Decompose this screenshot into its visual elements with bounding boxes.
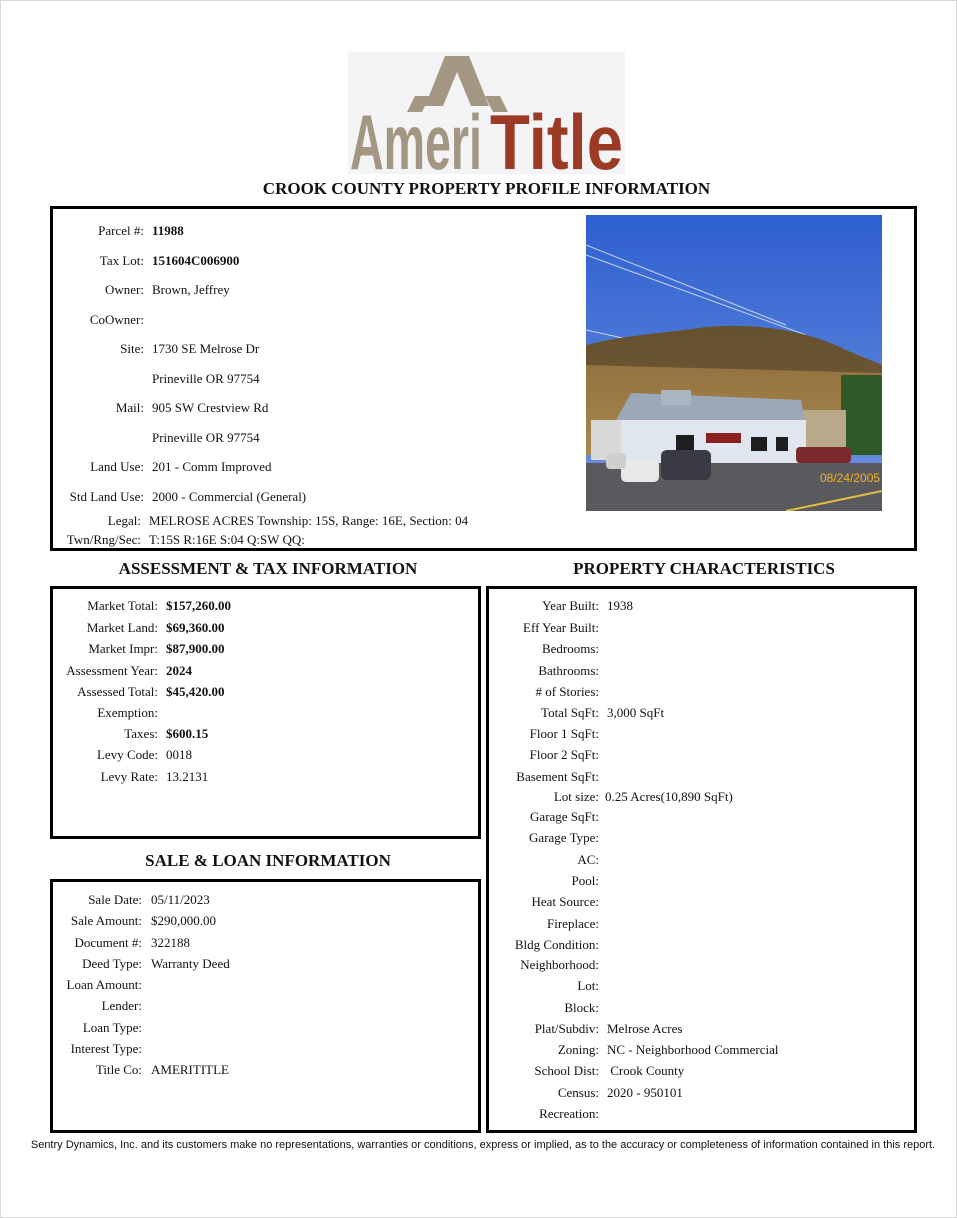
stdlanduse-label: Std Land Use: — [69, 489, 144, 504]
mail-label: Mail: — [115, 400, 144, 415]
sale-label: Sale Date: — [88, 892, 142, 907]
characteristic-label: Eff Year Built: — [523, 620, 599, 635]
characteristic-label: Census: — [557, 1085, 599, 1100]
characteristic-value: 0.25 Acres(10,890 SqFt) — [605, 789, 733, 804]
characteristic-label: Total SqFt: — [541, 705, 599, 720]
assessment-label: Assessed Total: — [77, 684, 158, 699]
characteristic-label: Lot size: — [553, 789, 599, 804]
parcel-label: Parcel #: — [98, 223, 144, 238]
characteristic-label: Block: — [564, 1000, 599, 1015]
sale-label: Title Co: — [95, 1062, 142, 1077]
mail-line1: 905 SW Crestview Rd — [152, 400, 269, 415]
sale-label: Interest Type: — [70, 1041, 142, 1056]
assessment-value: $600.15 — [166, 726, 209, 741]
characteristic-label: Bathrooms: — [538, 663, 599, 678]
characteristic-label: Garage SqFt: — [530, 809, 599, 824]
assessment-label: Levy Code: — [96, 747, 158, 762]
characteristic-label: Floor 1 SqFt: — [529, 726, 599, 741]
twn-rng-sec-value: T:15S R:16E S:04 Q:SW QQ: — [149, 532, 305, 547]
sale-label: Deed Type: — [82, 956, 142, 971]
assessment-label: Exemption: — [97, 705, 158, 720]
page-title: CROOK COUNTY PROPERTY PROFILE INFORMATION — [262, 179, 711, 198]
sale-title: SALE & LOAN INFORMATION — [145, 851, 391, 870]
characteristic-label: Garage Type: — [529, 830, 599, 845]
mail-line2: Prineville OR 97754 — [152, 430, 260, 445]
site-label: Site: — [120, 341, 144, 356]
sale-value: AMERITITLE — [151, 1062, 229, 1077]
sale-value: 322188 — [151, 935, 190, 950]
site-line1: 1730 SE Melrose Dr — [152, 341, 260, 356]
sale-label: Loan Type: — [82, 1020, 142, 1035]
characteristic-label: Plat/Subdiv: — [534, 1021, 599, 1036]
characteristic-value: NC - Neighborhood Commercial — [607, 1042, 779, 1057]
legal-label: Legal: — [107, 513, 141, 528]
assessment-value: $157,260.00 — [166, 598, 231, 613]
characteristic-label: Recreation: — [539, 1106, 599, 1121]
sale-value: Warranty Deed — [151, 956, 230, 971]
assessment-label: Taxes: — [124, 726, 158, 741]
characteristic-label: School Dist: — [534, 1063, 599, 1078]
sale-value: $290,000.00 — [151, 913, 216, 928]
site-line2: Prineville OR 97754 — [152, 371, 260, 386]
assessment-value: $87,900.00 — [166, 641, 225, 656]
stdlanduse-value: 2000 - Commercial (General) — [152, 489, 307, 504]
characteristic-label: Lot: — [577, 978, 599, 993]
characteristic-label: Neighborhood: — [520, 957, 599, 972]
landuse-value: 201 - Comm Improved — [152, 459, 272, 474]
sale-label: Lender: — [101, 998, 142, 1013]
legal-value: MELROSE ACRES Township: 15S, Range: 16E, Section: 04 — [149, 513, 469, 528]
assessment-value: 0018 — [166, 747, 192, 762]
assessment-title: ASSESSMENT & TAX INFORMATION — [118, 559, 418, 578]
sale-label: Loan Amount: — [66, 977, 142, 992]
characteristic-value: Melrose Acres — [607, 1021, 683, 1036]
characteristic-label: Heat Source: — [531, 894, 599, 909]
characteristic-label: Fireplace: — [547, 916, 599, 931]
assessment-value: 2024 — [166, 663, 192, 678]
disclaimer-footer: Sentry Dynamics, Inc. and its customers make no representations, warranties or conditions, express or implied, as to the accuracy or completeness of information contained in this report. — [30, 1139, 936, 1151]
assessment-value: $45,420.00 — [166, 684, 225, 699]
characteristic-label: Bedrooms: — [541, 641, 599, 656]
characteristic-value: Crook County — [607, 1063, 685, 1078]
photo-date-stamp: 08/24/2005 — [820, 471, 881, 485]
assessment-label: Market Total: — [87, 598, 158, 613]
taxlot-value: 151604C006900 — [152, 253, 240, 268]
sale-label: Sale Amount: — [70, 913, 142, 928]
sale-label: Document #: — [74, 935, 142, 950]
characteristic-label: Pool: — [571, 873, 599, 888]
characteristic-value: 3,000 SqFt — [607, 705, 665, 720]
characteristic-label: Zoning: — [557, 1042, 599, 1057]
characteristics-title: PROPERTY CHARACTERISTICS — [573, 559, 835, 578]
characteristic-label: AC: — [577, 852, 599, 867]
logo-title-text: Title — [490, 98, 623, 174]
characteristic-label: Floor 2 SqFt: — [529, 747, 599, 762]
sale-value: 05/11/2023 — [151, 892, 210, 907]
assessment-label: Market Impr: — [88, 641, 158, 656]
ameritile-logo — [348, 52, 625, 174]
logo-ameri-text: Ameri — [350, 98, 482, 174]
property-photo — [586, 215, 882, 511]
coowner-label: CoOwner: — [89, 312, 144, 327]
assessment-value: $69,360.00 — [166, 620, 225, 635]
twn-rng-sec-label: Twn/Rng/Sec: — [66, 532, 141, 547]
parcel-value: 11988 — [152, 223, 184, 238]
taxlot-label: Tax Lot: — [99, 253, 144, 268]
owner-label: Owner: — [105, 282, 144, 297]
assessment-label: Market Land: — [86, 620, 158, 635]
characteristic-label: Bldg Condition: — [514, 937, 599, 952]
characteristic-value: 2020 - 950101 — [607, 1085, 683, 1100]
characteristic-label: Year Built: — [542, 598, 599, 613]
assessment-label: Assessment Year: — [66, 663, 158, 678]
owner-value: Brown, Jeffrey — [152, 282, 230, 297]
landuse-label: Land Use: — [90, 459, 144, 474]
characteristic-label: Basement SqFt: — [516, 769, 599, 784]
characteristic-label: # of Stories: — [535, 684, 599, 699]
assessment-label: Levy Rate: — [100, 769, 158, 784]
characteristic-value: 1938 — [607, 598, 633, 613]
assessment-value: 13.2131 — [166, 769, 209, 784]
